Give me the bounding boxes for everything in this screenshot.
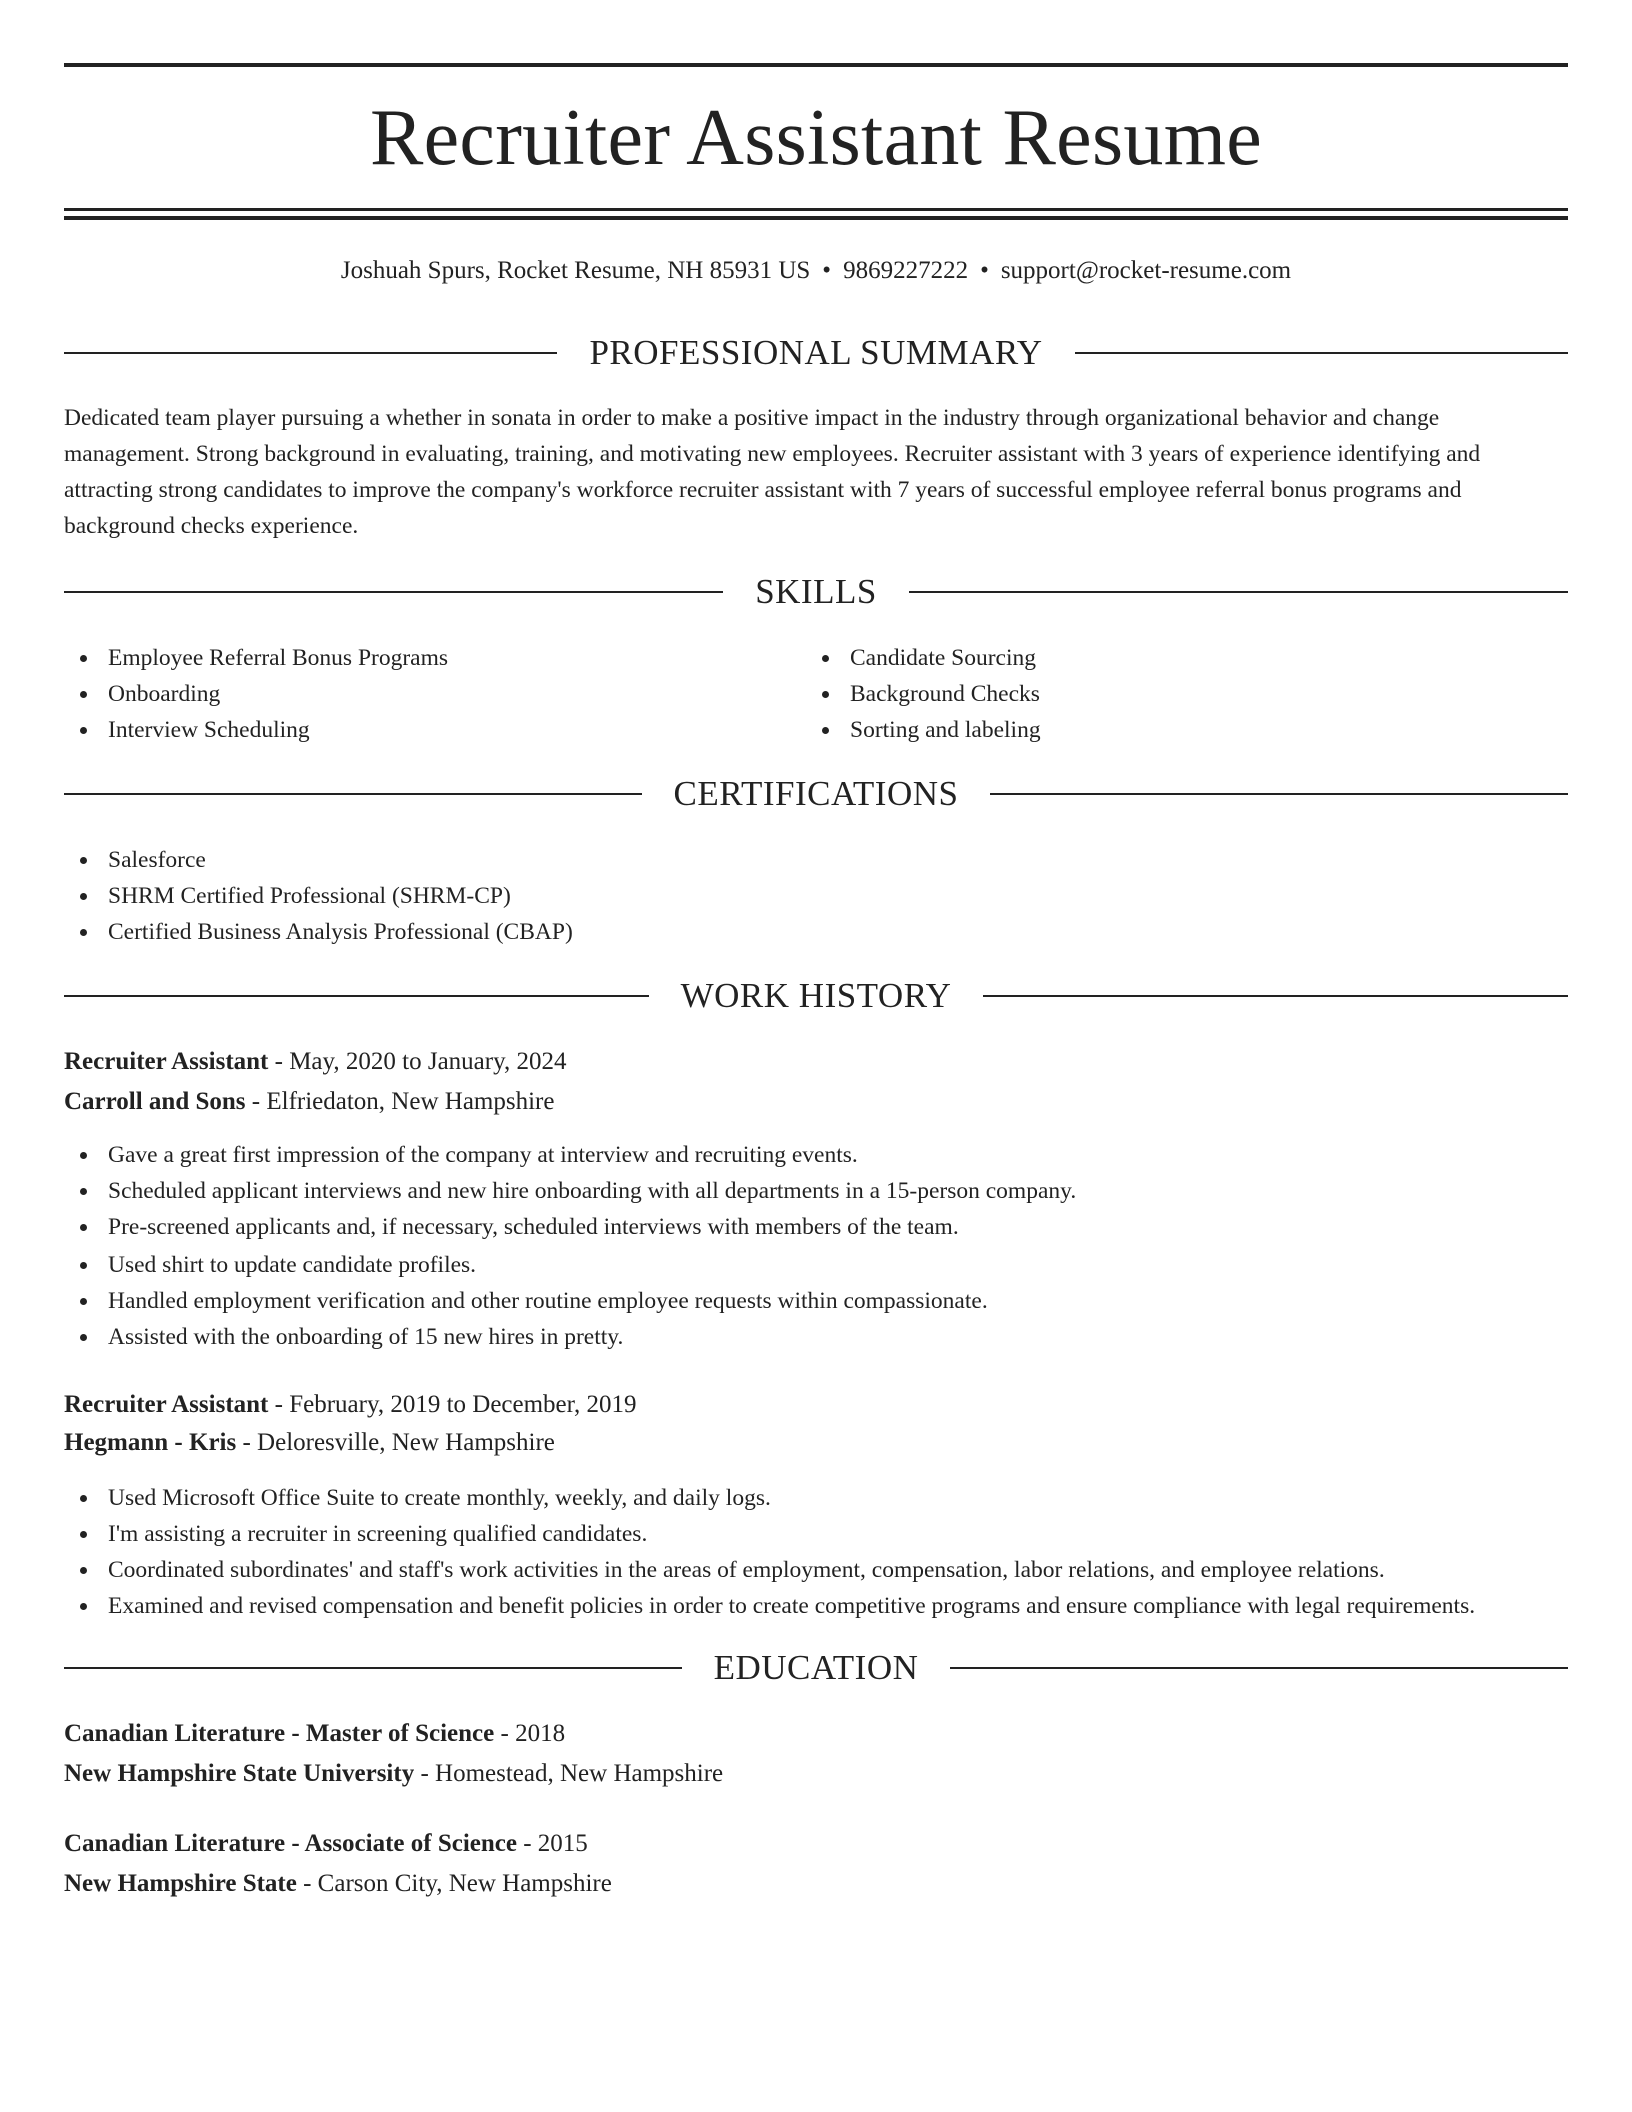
education-school: New Hampshire State University bbox=[64, 1760, 415, 1787]
section-title: PROFESSIONAL SUMMARY bbox=[589, 333, 1043, 372]
skills-list-left bbox=[64, 640, 764, 748]
job-company-line bbox=[64, 1425, 555, 1461]
education-school: New Hampshire State bbox=[64, 1870, 297, 1897]
contact-separator: • bbox=[980, 257, 989, 284]
contact-separator: • bbox=[822, 257, 832, 284]
job-duty-item: Used shirt to update candidate profiles. bbox=[64, 1247, 1564, 1283]
education-degree-line bbox=[64, 1716, 565, 1752]
section-rule bbox=[64, 1667, 682, 1669]
job-company: Carroll and Sons bbox=[64, 1088, 246, 1115]
section-rule bbox=[990, 793, 1568, 795]
certification-item: Salesforce bbox=[64, 842, 1464, 878]
contact-email: support@rocket-resume.com bbox=[1000, 257, 1292, 284]
section-rule bbox=[909, 591, 1568, 593]
section-rule bbox=[983, 995, 1568, 997]
job-title-line bbox=[64, 1387, 636, 1423]
section-title: CERTIFICATIONS bbox=[673, 774, 959, 813]
section-rule bbox=[950, 1667, 1568, 1669]
section-header-skills bbox=[64, 572, 1568, 612]
education-school-line bbox=[64, 1756, 723, 1792]
job-company-line bbox=[64, 1084, 554, 1120]
section-header-work bbox=[64, 976, 1568, 1016]
job-title: Recruiter Assistant bbox=[64, 1048, 269, 1075]
job-location: - Elfriedaton, New Hampshire bbox=[245, 1088, 555, 1115]
job-duty-item: Examined and revised compensation and benefit policies in order to create competitive programs and ensure compliance with legal requirements. bbox=[64, 1588, 1568, 1624]
education-year: - 2018 bbox=[494, 1720, 566, 1747]
section-title: WORK HISTORY bbox=[680, 976, 952, 1015]
certification-item: SHRM Certified Professional (SHRM-CP) bbox=[64, 878, 1464, 914]
education-degree-line bbox=[64, 1826, 588, 1862]
job-location: - Deloresville, New Hampshire bbox=[236, 1429, 555, 1456]
certifications-list bbox=[64, 842, 1464, 950]
contact-phone: 9869227222 bbox=[843, 257, 969, 284]
job-duty-item: Coordinated subordinates' and staff's work activities in the areas of employment, compensation, labor relations, and employee relations. bbox=[64, 1552, 1568, 1588]
job-duty-item: Assisted with the onboarding of 15 new hires in pretty. bbox=[64, 1319, 1564, 1355]
job-title: Recruiter Assistant bbox=[64, 1391, 269, 1418]
section-rule bbox=[64, 995, 649, 997]
education-year: - 2015 bbox=[516, 1830, 588, 1857]
job-duty-item: Pre-screened applicants and, if necessary, scheduled interviews with members of the team. bbox=[64, 1209, 1564, 1245]
title-rule-upper bbox=[64, 208, 1568, 211]
skill-item: Candidate Sourcing bbox=[806, 640, 1506, 676]
contact-address: Joshuah Spurs, Rocket Resume, NH 85931 US bbox=[340, 257, 811, 284]
section-rule bbox=[1075, 352, 1568, 354]
skills-list-right bbox=[806, 640, 1506, 748]
job-dates: - May, 2020 to January, 2024 bbox=[268, 1048, 567, 1075]
job-dates: - February, 2019 to December, 2019 bbox=[268, 1391, 637, 1418]
section-title: SKILLS bbox=[755, 572, 877, 611]
section-header-education bbox=[64, 1648, 1568, 1688]
section-rule bbox=[64, 591, 723, 593]
title-rule-lower bbox=[64, 216, 1568, 220]
skill-item: Onboarding bbox=[64, 676, 764, 712]
job-duty-item: Gave a great first impression of the company at interview and recruiting events. bbox=[64, 1137, 1564, 1173]
section-header-summary bbox=[64, 333, 1568, 373]
education-location: - Carson City, New Hampshire bbox=[296, 1870, 612, 1897]
education-degree: Canadian Literature - Master of Science bbox=[64, 1720, 495, 1747]
job-duty-item: Used Microsoft Office Suite to create monthly, weekly, and daily logs. bbox=[64, 1480, 1568, 1516]
contact-line bbox=[64, 254, 1568, 288]
education-school-line bbox=[64, 1866, 612, 1902]
section-rule bbox=[64, 793, 642, 795]
education-degree: Canadian Literature - Associate of Science bbox=[64, 1830, 517, 1857]
skill-item: Background Checks bbox=[806, 676, 1506, 712]
job-duty-item: Handled employment verification and other routine employee requests within compassionate. bbox=[64, 1283, 1564, 1319]
certification-item: Certified Business Analysis Professional (CBAP) bbox=[64, 914, 1464, 950]
skill-item: Sorting and labeling bbox=[806, 712, 1506, 748]
job-duties-list bbox=[64, 1137, 1564, 1355]
education-location: - Homestead, New Hampshire bbox=[414, 1760, 724, 1787]
section-header-certifications bbox=[64, 774, 1568, 814]
section-title: EDUCATION bbox=[713, 1648, 919, 1687]
skill-item: Employee Referral Bonus Programs bbox=[64, 640, 764, 676]
job-company: Hegmann - Kris bbox=[64, 1429, 237, 1456]
skill-item: Interview Scheduling bbox=[64, 712, 764, 748]
summary-text: Dedicated team player pursuing a whether in sonata in order to make a positive impact in the industry through organizational behavior and change management. Strong background in evaluating, training, and motivating new employees. Recruiter assistant with 3 years of experience identifying and attracting strong candidates to improve the company's workforce recruiter assistant with 7 years of successful employee referral bonus programs and background checks experience. bbox=[64, 405, 1481, 539]
job-duty-item: I'm assisting a recruiter in screening qualified candidates. bbox=[64, 1516, 1568, 1552]
resume-title: Recruiter Assistant Resume bbox=[369, 94, 1263, 182]
job-duty-item: Scheduled applicant interviews and new hire onboarding with all departments in a 15-person company. bbox=[64, 1173, 1564, 1209]
job-title-line bbox=[64, 1044, 566, 1080]
job-duties-list bbox=[64, 1480, 1568, 1624]
top-rule bbox=[64, 63, 1568, 67]
section-rule bbox=[64, 352, 557, 354]
